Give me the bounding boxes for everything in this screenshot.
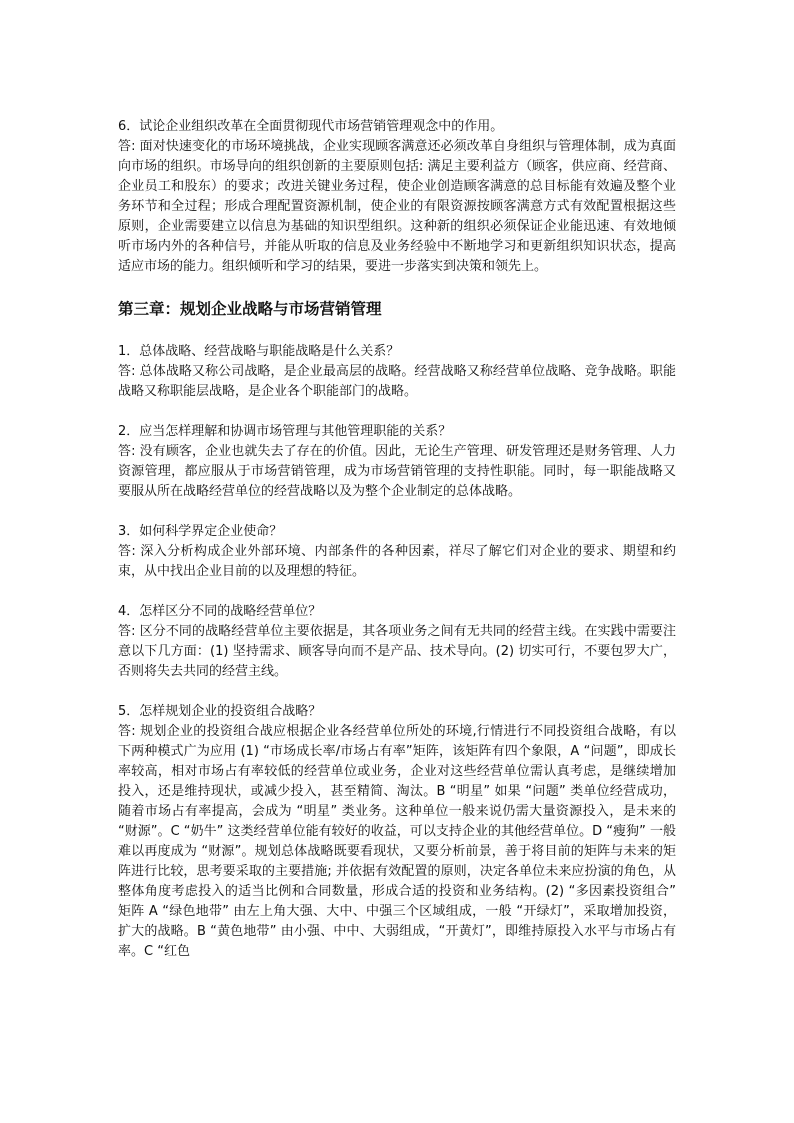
answer-6: 答: 面对快速变化的市场环境挑战，企业实现顾客满意还必须改革自身组织与管理体制，成为真面向市场的组织。市场导向的组织创新的主要原则包括: 满足主要利益方（顾客，供应商、经营商、企业员工和股东）的要求；改进关键业务过程，使企业创造顾客满意的总目标能有效遍及整个业务环节和全过程；形成合理配置资源机制，使企业的有限资源按顾客满意方式有效配置根据这些原则，企业需要建立以信息为基础的知识型组织。这种新的组织必须保证企业能迅速、有效地倾听市场内外的各种信号，并能从听取的信息及业务经验中不断地学习和更新组织知识状态，提高适应市场的能力。组织倾听和学习的结果，要进一步落实到决策和领先上。 xyxy=(118,139,676,274)
qa-block-6 xyxy=(118,117,676,277)
question-3: 3．如何科学界定企业使命？ xyxy=(118,524,283,539)
qa-block-2 xyxy=(118,422,676,502)
qa-block-3 xyxy=(118,522,676,582)
qa-block-5 xyxy=(118,702,676,962)
question-2: 2．应当怎样理解和协调市场管理与其他管理职能的关系？ xyxy=(118,424,452,439)
chapter-title: 第三章：规划企业战略与市场营销管理 xyxy=(118,300,382,318)
answer-2: 答: 没有顾客，企业也就失去了存在的价值。因此，无论生产管理、研发管理还是财务管理、人力资源管理，都应服从于市场营销管理，成为市场营销管理的支持性职能。同时，每一职能战略又要服从所在战略经营单位的经营战略以及为整个企业制定的总体战略。 xyxy=(118,444,676,499)
answer-5: 答: 规划企业的投资组合战应根据企业各经营单位所处的环境,行情进行不同投资组合战略，有以下两种模式广为应用 (1) “市场成长率/市场占有率”矩阵，该矩阵有四个象限，A “问题”，即成长率较高，相对市场占有率较低的经营单位或业务，企业对这些经营单位需认真考虑，是继续增加投入，还是维持现状，或减少投入，甚至精简、淘汰。B “明星” 如果 “问题” 类单位经营成功，随着市场占有率提高，会成为 “明星” 类业务。这种单位一般来说仍需大量资源投入，是未来的 “财源”。C “奶牛” 这类经营单位能有较好的收益，可以支持企业的其他经营单位。D “瘦狗” 一般难以再度成为 “财源”。规划总体战略既要看现状，又要分析前景，善于将目前的矩阵与未来的矩阵进行比较，思考要采取的主要措施; 并依据有效配置的原则，决定各单位未来应扮演的角色，从整体角度考虑投入的适当比例和合同数量，形成合适的投资和业务结构。(2) “多因素投资组合” 矩阵 A “绿色地带” 由左上角大强、大中、中强三个区域组成，一般 “开绿灯”，采取增加投资，扩大的战略。B “黄色地带” 由小强、中中、大弱组成，“开黄灯”，即维持原投入水平与市场占有率。C “红色 xyxy=(118,724,676,959)
question-6: 6．试论企业组织改革在全面贯彻现代市场营销管理观念中的作用。 xyxy=(118,119,504,134)
answer-4: 答: 区分不同的战略经营单位主要依据是，其各项业务之间有无共同的经营主线。在实践中需要注意以下几方面：(1) 坚持需求、顾客导向而不是产品、技术导向。(2) 切实可行，不要包罗大广，否则将失去共同的经营主线。 xyxy=(118,624,676,679)
qa-block-1 xyxy=(118,342,676,402)
question-5: 5．怎样规划企业的投资组合战略？ xyxy=(118,704,322,719)
answer-1: 答: 总体战略又称公司战略，是企业最高层的战略。经营战略又称经营单位战略、竞争战略。职能战略又称职能层战略，是企业各个职能部门的战略。 xyxy=(118,364,676,399)
question-1: 1．总体战略、经营战略与职能战略是什么关系？ xyxy=(118,344,400,359)
answer-3: 答: 深入分析构成企业外部环境、内部条件的各种因素，祥尽了解它们对企业的要求、期望和约束，从中找出企业目前的以及理想的特征。 xyxy=(118,544,676,579)
question-4: 4．怎样区分不同的战略经营单位？ xyxy=(118,604,322,619)
qa-block-4 xyxy=(118,602,676,682)
document-page xyxy=(118,117,676,982)
